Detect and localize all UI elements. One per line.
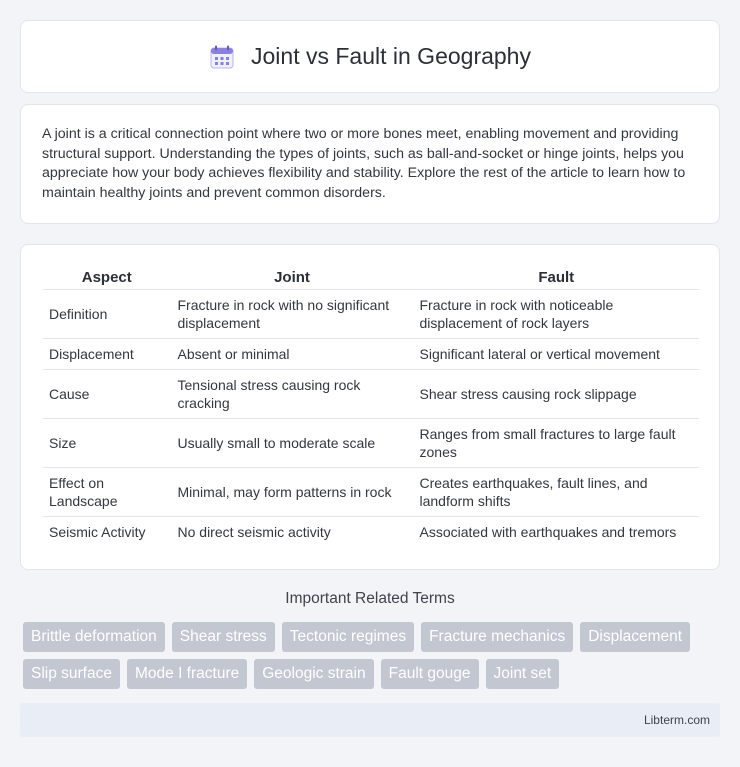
table-row [43, 516, 699, 547]
intro-card [20, 104, 720, 224]
page-title: Joint vs Fault in Geography [251, 43, 531, 69]
tag-shear-stress[interactable]: Shear stress [172, 622, 275, 652]
title-wrap [209, 43, 531, 70]
cell-joint: Absent or minimal [171, 338, 413, 369]
footer [20, 703, 720, 737]
table-row [43, 289, 699, 338]
cell-fault: Significant lateral or vertical movement [413, 338, 699, 369]
header-joint: Joint [171, 267, 413, 289]
header-aspect: Aspect [43, 267, 171, 289]
cell-fault: Creates earthquakes, fault lines, and landform shifts [413, 467, 699, 516]
tag-slip-surface[interactable]: Slip surface [23, 659, 120, 689]
cell-aspect: Displacement [43, 338, 171, 369]
table-row [43, 467, 699, 516]
tag-joint-set[interactable]: Joint set [486, 659, 560, 689]
table-row [43, 369, 699, 418]
table-row [43, 418, 699, 467]
title-card [20, 20, 720, 93]
tag-mode-i-fracture[interactable]: Mode I fracture [127, 659, 247, 689]
comparison-table [43, 267, 699, 547]
cell-joint: Fracture in rock with no significant displacement [171, 289, 413, 338]
tag-fault-gouge[interactable]: Fault gouge [381, 659, 479, 689]
calendar-icon [209, 44, 235, 70]
related-terms-title: Important Related Terms [285, 590, 455, 607]
cell-fault: Associated with earthquakes and tremors [413, 516, 699, 547]
cell-joint: Usually small to moderate scale [171, 418, 413, 467]
cell-fault: Fracture in rock with noticeable displacement of rock layers [413, 289, 699, 338]
cell-aspect: Seismic Activity [49, 523, 146, 540]
table-row [43, 338, 699, 369]
cell-aspect: Definition [43, 289, 171, 338]
table-header-row [43, 267, 699, 289]
related-terms-list [23, 622, 723, 689]
header-fault: Fault [413, 267, 699, 289]
cell-aspect: Cause [43, 369, 171, 418]
tag-fracture-mechanics[interactable]: Fracture mechanics [421, 622, 573, 652]
tag-geologic-strain[interactable]: Geologic strain [254, 659, 373, 689]
cell-joint: Minimal, may form patterns in rock [171, 467, 413, 516]
tag-brittle-deformation[interactable]: Brittle deformation [23, 622, 165, 652]
cell-fault: Ranges from small fractures to large fault zones [413, 418, 699, 467]
tag-displacement[interactable]: Displacement [580, 622, 690, 652]
tag-tectonic-regimes[interactable]: Tectonic regimes [282, 622, 414, 652]
cell-joint: Tensional stress causing rock cracking [171, 369, 413, 418]
comparison-card [20, 244, 720, 570]
intro-text: A joint is a critical connection point where two or more bones meet, enabling movement and providing structural support. Understanding the types of joints, such as ball-and-socket or hinge joints, helps you appreciate how your body achieves flexibility and stability. Explore the rest of the article to learn how to maintain healthy joints and prevent common disorders. [42, 126, 686, 201]
cell-joint: No direct seismic activity [171, 516, 413, 547]
cell-fault: Shear stress causing rock slippage [413, 369, 699, 418]
cell-aspect: Effect on Landscape [43, 467, 171, 516]
footer-site-link[interactable]: Libterm.com [643, 713, 710, 727]
cell-aspect: Size [43, 418, 171, 467]
